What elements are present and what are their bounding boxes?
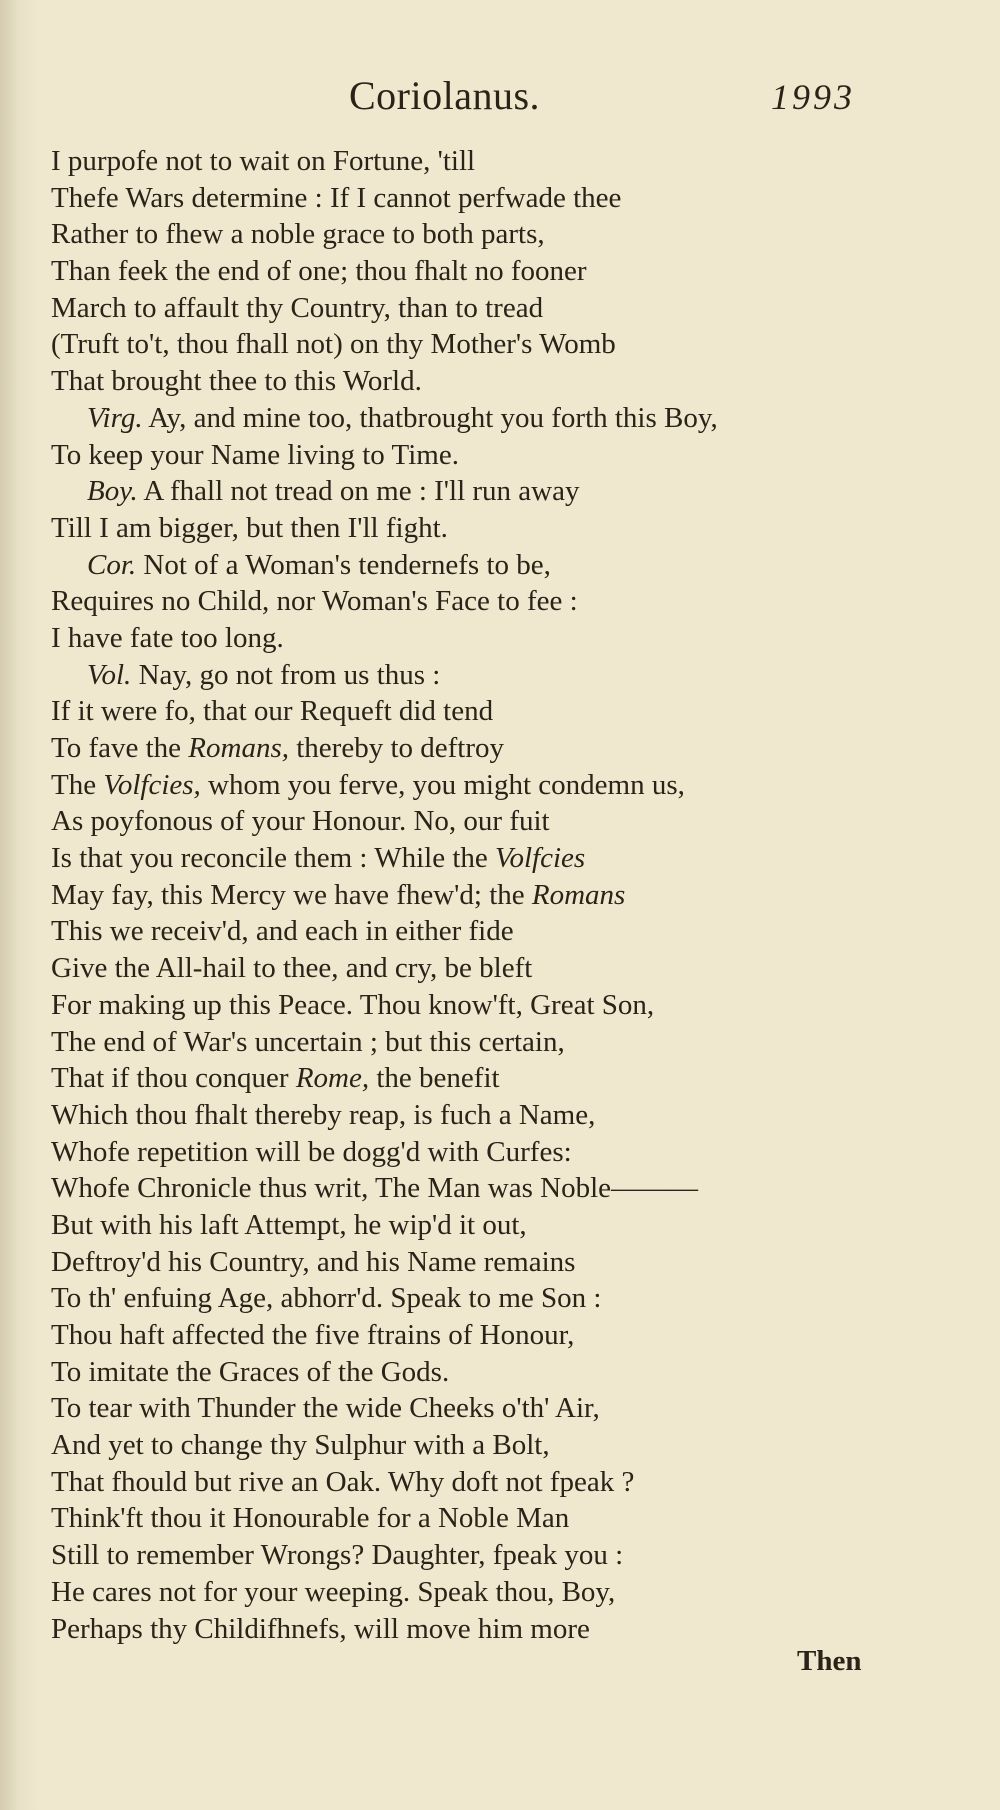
speaker-name: Boy.: [87, 475, 138, 508]
page-title: Coriolanus.: [349, 73, 541, 118]
text-line: Thefe Wars determine : If I cannot perfwade thee: [51, 181, 622, 214]
speech-text: Not of a Woman's tendernefs to be,: [136, 548, 551, 581]
line-text: The: [51, 768, 104, 801]
text-line: [51, 840, 931, 877]
speech-text: Ay, and mine too, thatbrought you forth this Boy,: [142, 401, 718, 434]
speaker-name: Vol.: [87, 658, 132, 691]
text-line: The end of War's uncertain ; but this certain,: [51, 1025, 565, 1058]
text-line: If it were fo, that our Requeft did tend: [51, 695, 494, 728]
page-number: 1993: [771, 77, 855, 117]
text-line: March to affault thy Country, than to tread: [51, 291, 544, 324]
speech-text: Nay, go not from us thus :: [131, 658, 441, 691]
catchword: Then: [797, 1645, 862, 1677]
text-line: That brought thee to this World.: [51, 365, 422, 398]
text-line: Whofe Chronicle thus writ, The Man was Noble———: [51, 1172, 699, 1205]
line-text: thereby to deftroy: [288, 732, 504, 764]
line-text: whom you ferve, you might condemn us,: [200, 768, 685, 801]
speaker-name: Virg.: [87, 401, 143, 434]
italic-word: Romans,: [188, 732, 289, 764]
text-line: Deftroy'd his Country, and his Name remains: [51, 1245, 576, 1278]
text-line: Thou haft affected the five ftrains of Honour,: [51, 1319, 575, 1351]
speaker-name: Cor.: [87, 548, 137, 581]
text-line: That fhould but rive an Oak. Why doft not fpeak ?: [51, 1465, 635, 1498]
text-line: But with his laft Attempt, he wip'd it out,: [51, 1208, 527, 1241]
verse-text-block: [51, 143, 931, 1647]
line-text: the benefit: [369, 1062, 500, 1095]
text-line: Think'ft thou it Honourable for a Noble Man: [51, 1502, 570, 1535]
line-text: That if thou conquer: [51, 1062, 296, 1095]
italic-word: Volfcies: [495, 842, 586, 875]
text-line: [51, 730, 931, 767]
text-line: To keep your Name living to Time.: [51, 438, 459, 471]
text-line: Whofe repetition will be dogg'd with Curfes:: [51, 1135, 572, 1168]
text-line: Rather to fhew a noble grace to both parts,: [51, 218, 545, 251]
text-line: [51, 473, 931, 510]
text-line: To th' enfuing Age, abhorr'd. Speak to me Son :: [51, 1282, 602, 1315]
text-line: He cares not for your weeping. Speak thou, Boy,: [51, 1575, 616, 1608]
text-line: Give the All-hail to thee, and cry, be bleft: [51, 952, 533, 985]
text-line: Still to remember Wrongs? Daughter, fpeak you :: [51, 1539, 624, 1572]
text-line: To tear with Thunder the wide Cheeks o'th' Air,: [51, 1392, 600, 1425]
text-line: Perhaps thy Childifhnefs, will move him more: [51, 1612, 590, 1645]
text-line: Till I am bigger, but then I'll fight.: [51, 511, 448, 544]
text-line: And yet to change thy Sulphur with a Bolt,: [51, 1429, 550, 1462]
text-line: [51, 1060, 931, 1097]
speech-text: A fhall not tread on me : I'll run away: [137, 475, 580, 508]
italic-word: Romans: [531, 878, 626, 911]
text-line: I have fate too long.: [51, 621, 284, 654]
text-line: For making up this Peace. Thou know'ft, Great Son,: [51, 988, 655, 1021]
text-line: (Truft to't, thou fhall not) on thy Mother's Womb: [51, 328, 616, 361]
line-text: May fay, this Mercy we have fhew'd; the: [51, 878, 532, 911]
line-text: To fave the: [51, 732, 189, 764]
text-line: I purpofe not to wait on Fortune, 'till: [51, 145, 476, 177]
text-line: Requires no Child, nor Woman's Face to fee :: [51, 585, 578, 618]
text-line: Than feek the end of one; thou fhalt no fooner: [51, 255, 587, 288]
running-head: [0, 72, 1000, 122]
text-line: This we receiv'd, and each in either fide: [51, 915, 514, 948]
text-line: Which thou fhalt thereby reap, is fuch a Name,: [51, 1098, 596, 1131]
text-line: [51, 767, 931, 804]
italic-word: Rome,: [295, 1062, 370, 1095]
text-line: [51, 547, 931, 584]
text-line: [51, 877, 931, 914]
text-line: [51, 400, 931, 437]
text-line: [51, 657, 931, 694]
italic-word: Volfcies,: [103, 768, 201, 801]
text-line: As poyfonous of your Honour. No, our fuit: [51, 805, 550, 838]
line-text: Is that you reconcile them : While the: [51, 842, 495, 875]
text-line: To imitate the Graces of the Gods.: [51, 1355, 450, 1388]
